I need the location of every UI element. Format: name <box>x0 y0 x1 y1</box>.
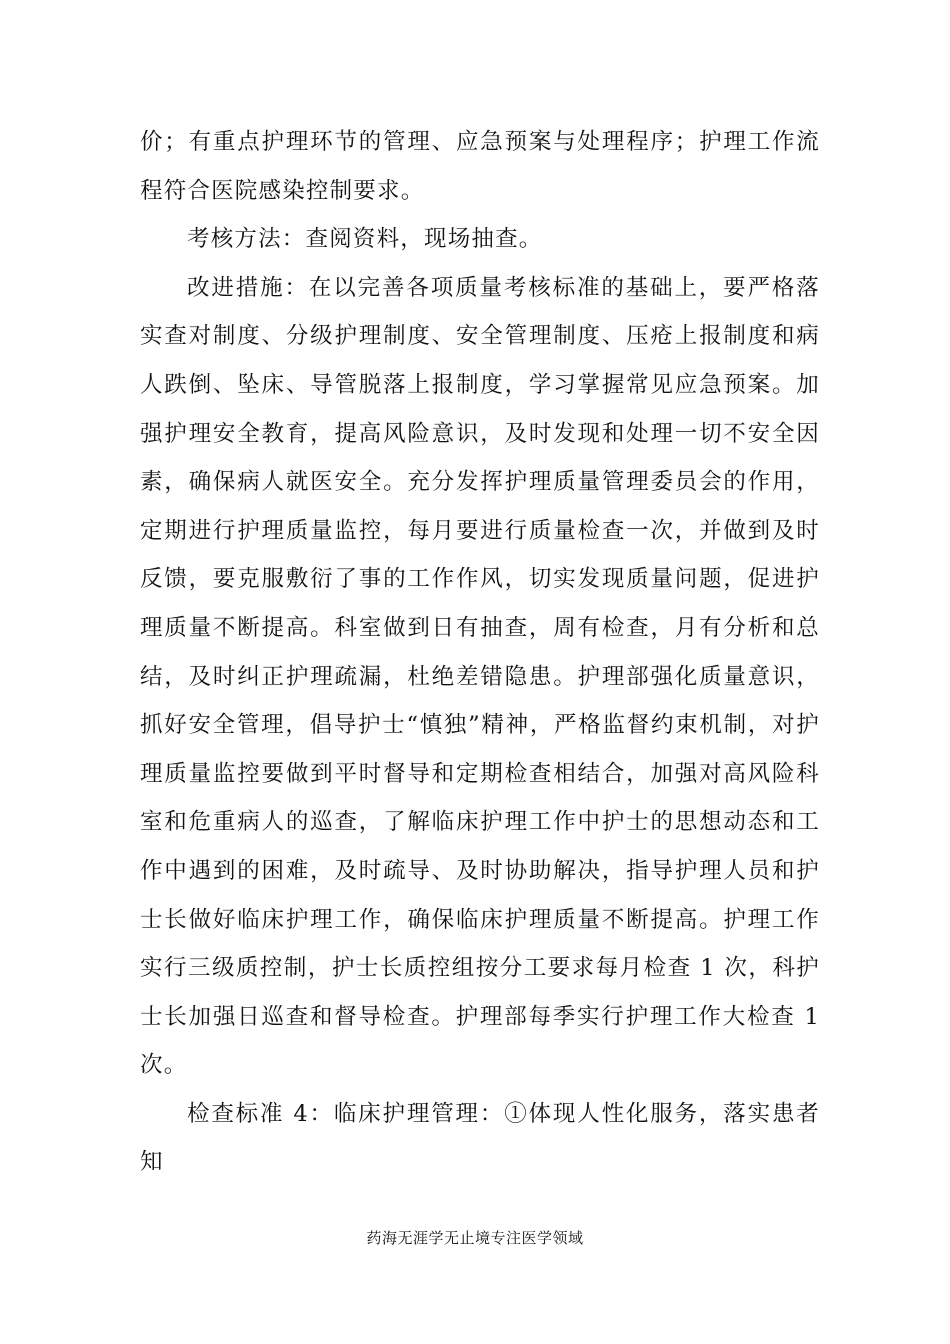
page-footer: 药海无涯学无止境专注医学领域 <box>366 1229 584 1247</box>
paragraph-improvement-measures: 改进措施：在以完善各项质量考核标准的基础上，要严格落实查对制度、分级护理制度、安全管理制度、压疮上报制度和病人跌倒、坠床、导管脱落上报制度，学习掌握常见应急预案。加强护理安全教育，提高风险意识，及时发现和处理一切不安全因素，确保病人就医安全。充分发挥护理质量管理委员会的作用，定期进行护理质量监控，每月要进行质量检查一次，并做到及时反馈，要克服敷衍了事的工作作风，切实发现质量问题，促进护理质量不断提高。科室做到日有抽查，周有检查，月有分析和总结，及时纠正护理疏漏，杜绝差错隐患。护理部强化质量意识，抓好安全管理，倡导护士“慎独”精神，严格监督约束机制，对护理质量监控要做到平时督导和定期检查相结合，加强对高风险科室和危重病人的巡查，了解临床护理工作中护士的思想动态和工作中遇到的困难，及时疏导、及时协助解决，指导护理人员和护士长做好临床护理工作，确保临床护理质量不断提高。护理工作实行三级质控制，护士长质控组按分工要求每月检查 1 次，科护士长加强日巡查和督导检查。护理部每季实行护理工作大检查 1 次。 <box>140 274 820 1079</box>
document-body <box>140 118 820 1187</box>
paragraph-assessment-method: 考核方法：查阅资料，现场抽查。 <box>187 226 543 253</box>
paragraph-inspection-standard-4: 检查标准 4：临床护理管理：①体现人性化服务，落实患者知 <box>140 1100 820 1176</box>
paragraph-continuation: 价；有重点护理环节的管理、应急预案与处理程序；护理工作流程符合医院感染控制要求。 <box>140 129 820 204</box>
